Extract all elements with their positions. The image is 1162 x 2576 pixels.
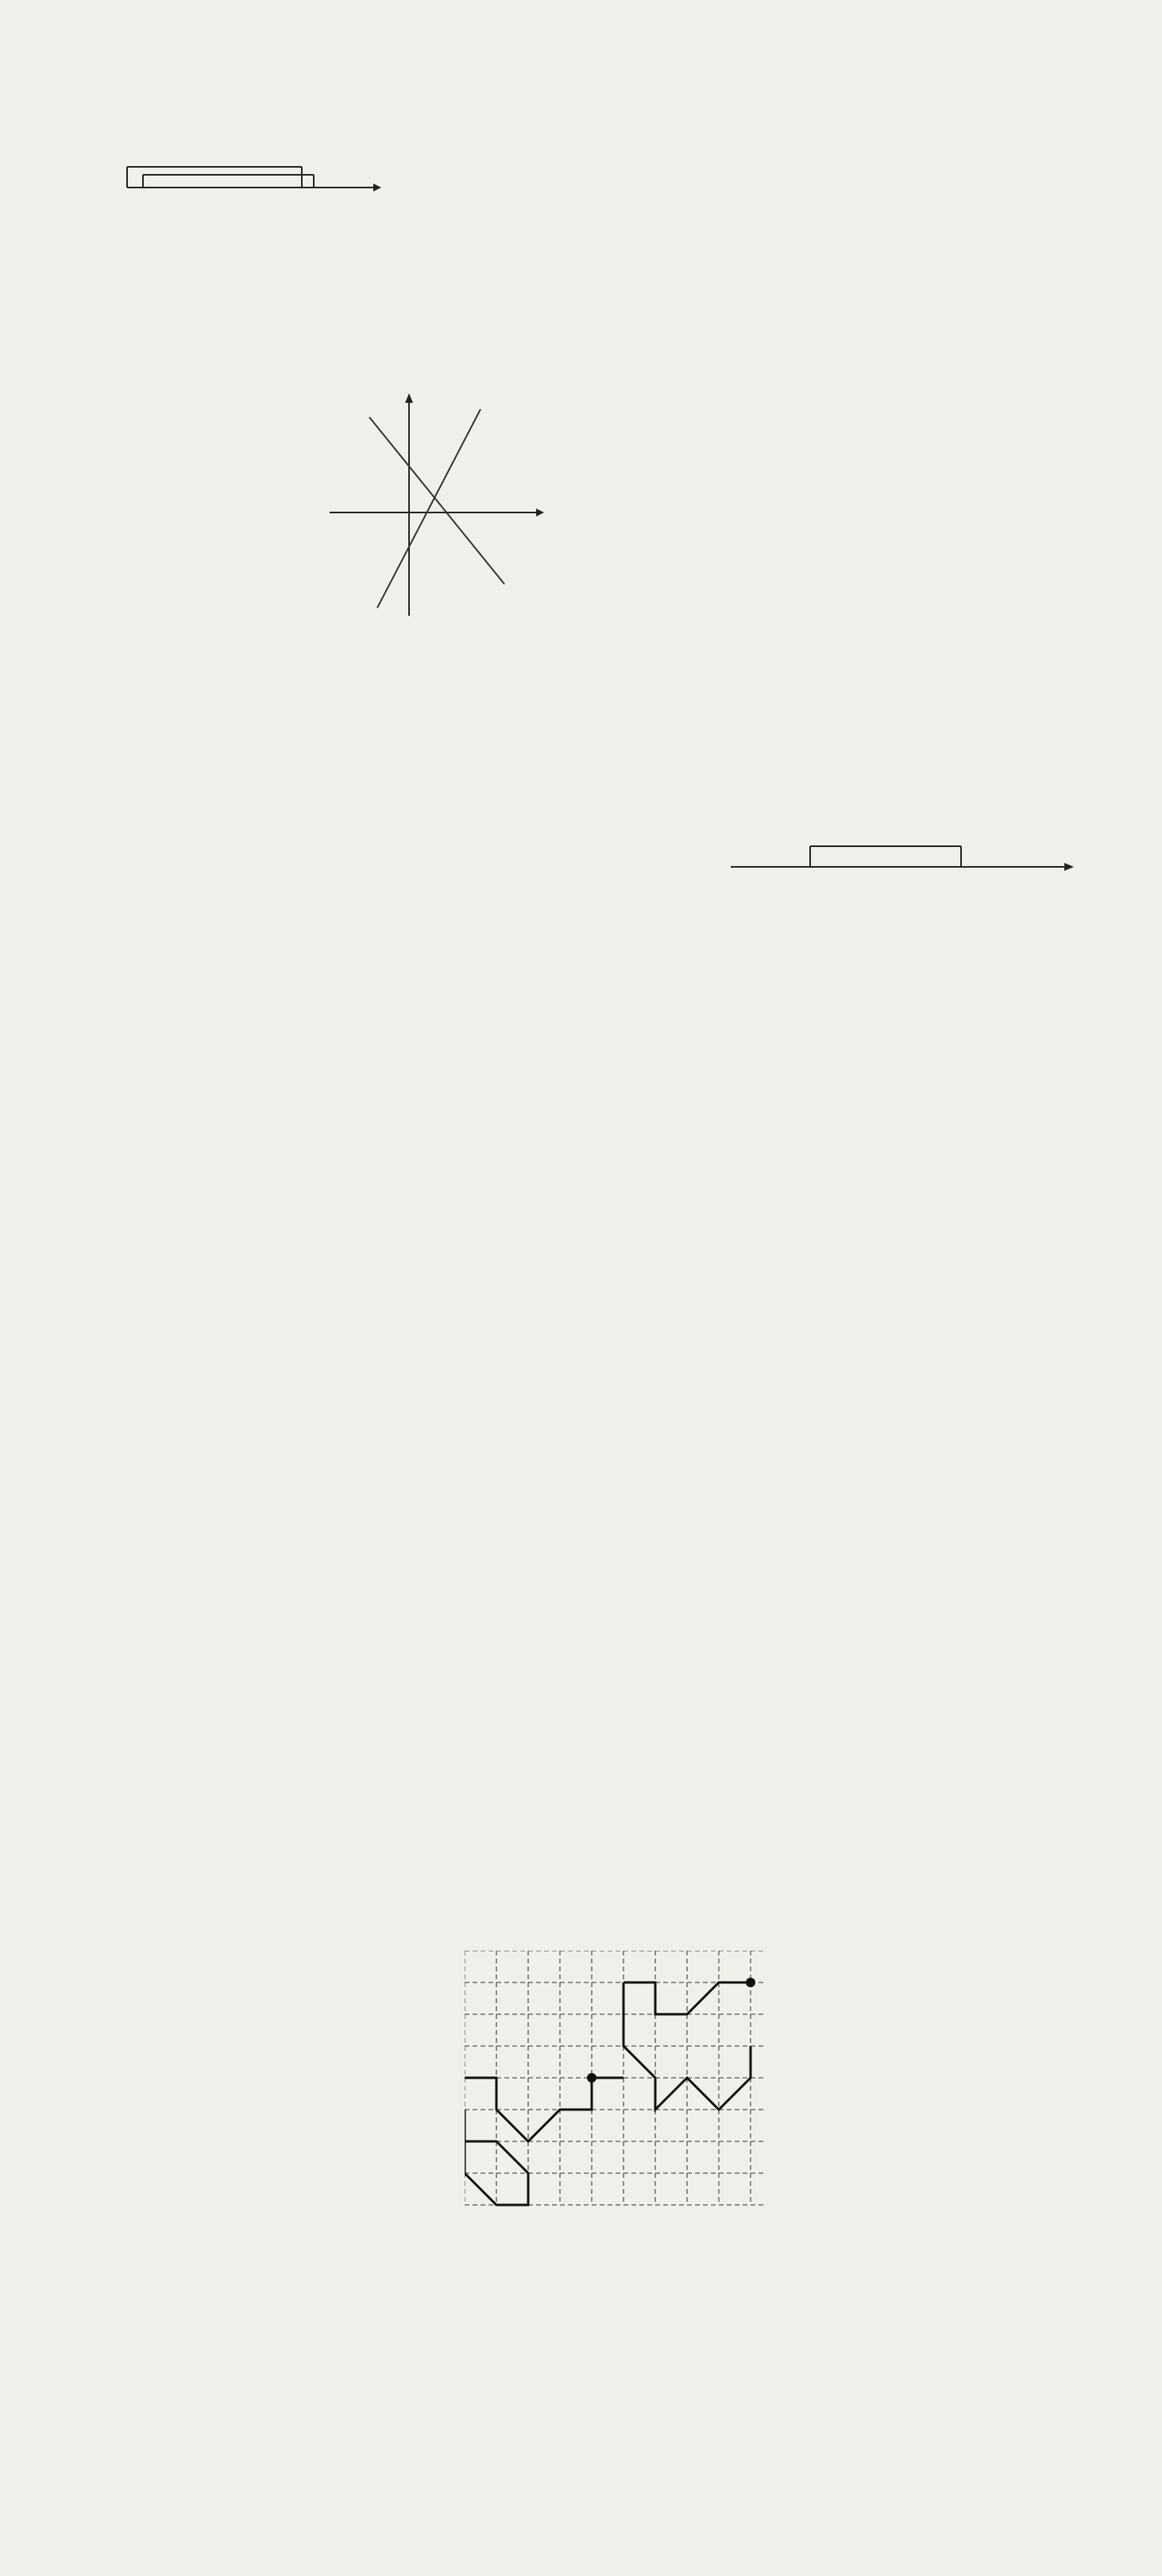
number-line-figure-2 bbox=[731, 838, 1080, 902]
preview-block bbox=[119, 1780, 1112, 1869]
number-line-figure-1 bbox=[119, 159, 381, 222]
grid-translation-figure bbox=[465, 1951, 814, 2237]
preview-line-1 bbox=[119, 1780, 1112, 1824]
preview-line-2 bbox=[119, 1824, 1112, 1869]
function-graph-figure bbox=[322, 393, 544, 624]
